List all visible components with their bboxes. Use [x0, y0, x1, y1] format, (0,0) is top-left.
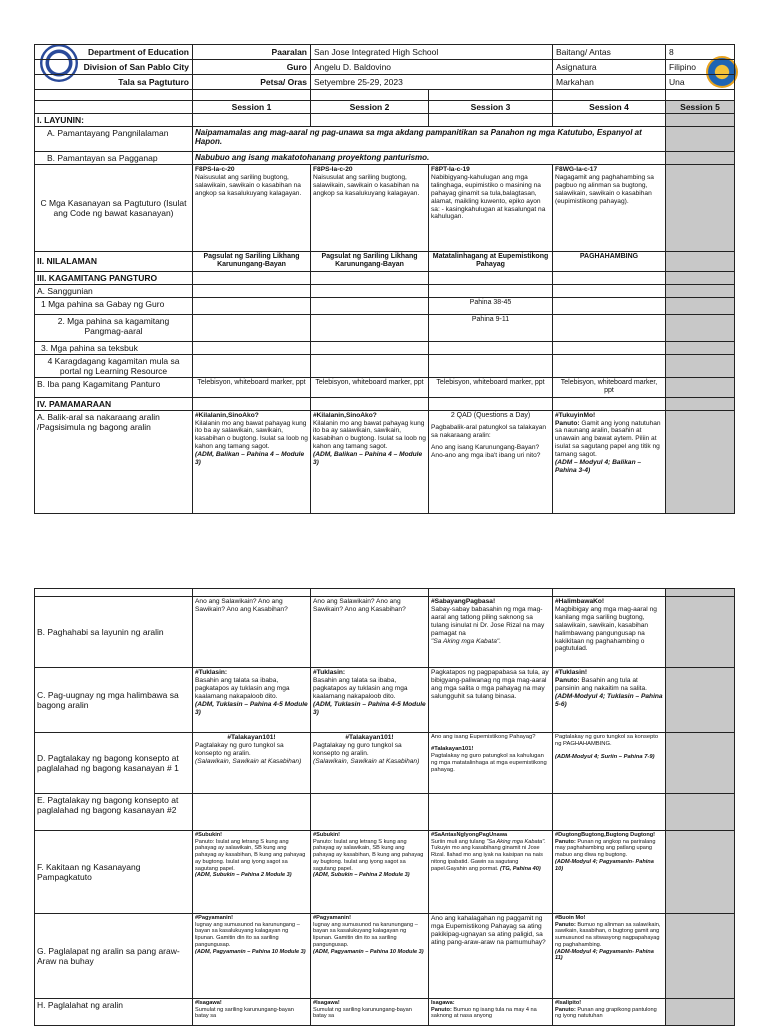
- activity-text: Pagtalakay ng guro tungkol sa konsepto ng aralin.: [313, 741, 402, 757]
- activity-title: #Tuklasin:: [313, 669, 346, 676]
- section-pamamaraan: IV. PAMAMARAAN: [35, 397, 193, 410]
- layunin-row: [35, 114, 735, 127]
- iba-pang-s4: Telebisyon, whiteboard marker, ppt: [553, 377, 666, 397]
- activity-text: Ano-ano ang mga iba't ibang uri nito?: [431, 451, 541, 459]
- activity-text: Pagtalakay ng guro tungkol sa konsepto ng aralin.: [195, 741, 284, 757]
- activity-ref: (ADM, Pagyamanin – Pahina 10 Module 3): [195, 948, 306, 955]
- competency-code: F8WG-Ia-c-17: [555, 166, 598, 174]
- text-part: "Sa Aking mga Kabata".: [486, 838, 546, 845]
- activity-title: #Tuklasin:: [195, 669, 228, 676]
- header-left: Division of San Pablo City: [35, 60, 193, 75]
- paglalahat-s4: [553, 999, 666, 1026]
- activity-ref: (ADM, Subukin – Pahina 2 Module 3): [195, 872, 292, 879]
- activity-text: Ano ang isang Eupemistikong Pahayag?: [431, 734, 536, 740]
- kakitaan-s1: [193, 831, 311, 914]
- row-label-pamantayang: A. Pamantayang Pangnilalaman: [35, 127, 193, 152]
- kasanayan-s3: [429, 165, 553, 252]
- kasanayan-s1: [193, 165, 311, 252]
- competency-code: F8PS-Ia-c-20: [313, 166, 353, 174]
- activity-ref: (ADM, Tuklasin – Pahina 4-5 Module 3): [195, 700, 308, 716]
- header-label2: Baitang/ Antas: [553, 45, 666, 60]
- header-label: Guro: [193, 60, 311, 75]
- paglalahat-s2: [311, 999, 429, 1026]
- activity-title: #TukuyinMo!: [555, 411, 596, 419]
- header-label: Paaralan: [193, 45, 311, 60]
- panuto-text: Punan ng angkop na pariralang may paghahambing ang patlang upang mabuo ang diwa ng bugtong.: [555, 838, 656, 859]
- row-label-iba-pang: B. Iba pang Kagamitang Panturo: [35, 377, 193, 397]
- activity-text: Iugnay ang sumusunod na karunungang – bayan sa kasalukuyang kalagayan ng lipunan. Gamitin din ito sa sariling pangungusap.: [195, 921, 300, 948]
- pag-uugnay-s1: [193, 668, 311, 733]
- paghahabi-s4: [553, 597, 666, 668]
- header-label: Petsa/ Oras: [193, 75, 311, 90]
- panuto-text: Gamit ang iyong natutuhan sa naunang aralin, basahin at unawain ang bawat aytem. Piliin at isulat sa sagutang papel ang titik ng tamang sagot.: [555, 419, 661, 459]
- competency-text: Nabibigyang-kahulugan ang mga talinghaga, eupimistiko o masining na pahayag ginamit sa tula,balagtasan, alamat, maikling kuwento, epiko ayon sa: - kasingkahulugan at kasalungat na kahulugan.: [431, 173, 546, 221]
- session-2-header: Session 2: [311, 101, 429, 114]
- activity-ref: (TG, Pahina 40): [500, 865, 541, 872]
- header-left: Tala sa Pagtuturo: [35, 75, 193, 90]
- nilalaman-s2: Pagsulat ng Sariling Likhang Karunungang-Bayan: [311, 252, 429, 272]
- activity-text: [431, 1007, 550, 1020]
- section-kagamitan: III. KAGAMITANG PANGTURO: [35, 271, 193, 284]
- kasanayan-s4: [553, 165, 666, 252]
- pagtalakay1-s3: [429, 733, 553, 794]
- header-left: Department of Education: [35, 45, 193, 60]
- activity-text: Magbibigay ang mga mag-aaral ng kanilang mga sariling bugtong, salawikain, sawikain, kasabihan halimbawang pangungusap na kakikitaan ng paghahambing o pagtutulad.: [555, 605, 657, 653]
- activity-ref: (ADM, Pagyamanin – Pahina 10 Module 3): [313, 948, 424, 955]
- activity-text: Pagbabalik-aral patungkol sa talakayan sa nakaraang aralin:: [431, 424, 547, 439]
- balik-s3: [429, 410, 553, 513]
- activity-title: #Isagawa!: [313, 1000, 340, 1006]
- spacer-row: [35, 90, 735, 101]
- paghahabi-row: [35, 597, 735, 668]
- pamantayang-row: [35, 127, 735, 152]
- pamantayang-text: Naipamamalas ang mag-aaral ng pag-unawa sa mga akdang pampanitikan sa Panahon ng mga Katutubo, Espanyol at Hapon.: [193, 127, 666, 152]
- row-label-teksbuk: 3. Mga pahina sa teksbuk: [35, 341, 193, 354]
- pagganap-row: [35, 152, 735, 165]
- pag-uugnay-s3: Pagkatapos ng pagpapabasa sa tula, ay bibigyang-paliwanag ng mga mag-aaral ang mga salita o mga pahayag na may salungguhit sa tulang binasa.: [429, 668, 553, 733]
- competency-code: F8PT-Ia-c-19: [431, 166, 470, 174]
- balik-aral-row: [35, 410, 735, 513]
- panuto-text: Basahin ang tula at pansinin ang nakaitim na salita.: [555, 676, 648, 692]
- header-value2: Una: [666, 75, 735, 90]
- pag-uugnay-s2: [311, 668, 429, 733]
- text-part: Suriin muli ang tulang: [431, 838, 485, 845]
- paghahabi-s2: Ano ang Salawikain? Ano ang Sawikain? Ano ang Kasabihan?: [311, 597, 429, 668]
- activity-title: #SabayangPagbasa!: [431, 598, 496, 605]
- dll-table-page-2: [34, 588, 735, 1026]
- activity-title: #Tuklasin!: [555, 669, 588, 676]
- pagtalakay1-s1: [193, 733, 311, 794]
- paglalapat-s4: [553, 914, 666, 999]
- activity-title: #DugtongBugtong,Bugtong Dugtong!: [555, 832, 656, 838]
- panuto-text: Bumuo ng alinman sa salawikain, sawikain, kasabihan, o bugtong gamit ang sumusunod na sitwasyong nagpapahayag ng paghahambing.: [555, 921, 661, 948]
- row-label-kagamitan-mag: 2. Mga pahina sa kagamitang Pangmag-aaral: [35, 314, 193, 341]
- kakitaan-s4: [553, 831, 666, 914]
- nilalaman-s3: Matatalinhagang at Eupemistikong Pahayag: [429, 252, 553, 272]
- row-label-gabay: 1 Mga pahina sa Gabay ng Guro: [35, 297, 193, 314]
- section-nilalaman: II. NILALAMAN: [35, 252, 193, 272]
- activity-title: #Kilalanin,SinoAko?: [195, 411, 259, 419]
- competency-text: Nagagamit ang paghahambing sa pagbuo ng alinman sa bugtong, salawikain, sawikain o kasabihan (eupimistikong pahayag).: [555, 173, 654, 205]
- paghahabi-s1: Ano ang Salawikain? Ano ang Sawikain? Ano ang Kasabihan?: [193, 597, 311, 668]
- header-row: [35, 60, 735, 75]
- row-label-pagtalakay1: D. Pagtalakay ng bagong konsepto at paglalahad ng bagong kasanayan # 1: [35, 733, 193, 794]
- panuto-label: Panuto:: [555, 921, 576, 928]
- activity-ref: (ADM – Modyul 4; Balikan – Pahina 3-4): [555, 459, 642, 474]
- pagtalakay1-row: [35, 733, 735, 794]
- session-3-header: Session 3: [429, 101, 553, 114]
- paghahabi-s3: [429, 597, 553, 668]
- activity-text: [555, 677, 663, 693]
- activity-text: [431, 839, 550, 873]
- paglalapat-s2: [311, 914, 429, 999]
- activity-text: Basahin ang talata sa ibaba, pagkatapos ay tuklasin ang mga kaalamang nakapaloob dito.: [195, 676, 290, 700]
- header-row: [35, 45, 735, 60]
- paglalapat-s3: Ano ang kahalagahan ng paggamit ng mga Eupemistikong Pahayag sa ating pakikipag-ugnayan sa ating paligid, sa ating pang-araw-araw na pamumuhay?: [429, 914, 553, 999]
- activity-ref: (ADM, Balikan – Pahina 4 – Module 3): [195, 451, 305, 467]
- panuto-label: Panuto:: [555, 419, 580, 427]
- spacer-row: [35, 589, 735, 597]
- activity-title: #Pagyamanin!: [313, 915, 351, 921]
- gabay-s3: Pahina 38-45: [429, 297, 553, 314]
- session-5-header: Session 5: [666, 101, 735, 114]
- panuto-text: Punan ang grapikong pantulong ng iyong natutuhan: [555, 1006, 657, 1020]
- activity-text: Sumulat ng sariling karunungang-bayan batay sa: [313, 1006, 412, 1020]
- activity-ref: (ADM, Subukin – Pahina 2 Module 3): [313, 872, 410, 879]
- paglalahat-s1: [193, 999, 311, 1026]
- activity-title: #Buoin Mo!: [555, 915, 586, 921]
- iba-pang-s2: Telebisyon, whiteboard marker, ppt: [311, 377, 429, 397]
- activity-title: #Talakayan101!: [431, 745, 474, 752]
- header-value2: Filipino: [666, 60, 735, 75]
- kagamitan-mag-s3: Pahina 9-11: [429, 314, 553, 341]
- gabay-row: [35, 297, 735, 314]
- activity-ref: (ADM-Modyul 4; Suriin – Pahina 7-9): [555, 753, 655, 760]
- activity-title: #Subukin!: [313, 832, 341, 838]
- row-label-pag-uugnay: C. Pag-uugnay ng mga halimbawa sa bagong aralin: [35, 668, 193, 733]
- text-part: Tukuyin mo ang kasabihang ginamit ni Jose Rizal. Ilahad mo ang iyak na kaisipan na nais nitong ipabatid. Gawin sa sagutang papel.Gayahin ang pormat.: [431, 845, 543, 872]
- row-label-pagganap: B. Pamantayan sa Pagganap: [35, 152, 193, 165]
- pagganap-text: Nabubuo ang isang makatotohanang proyektong panturismo.: [193, 152, 666, 165]
- kagamitan-row: [35, 271, 735, 284]
- row-label-kasanayan: C Mga Kasanayan sa Pagtuturo (Isulat ang Code ng bawat kasanayan): [35, 165, 193, 252]
- row-label-pagtalakay2: E. Pagtalakay ng bagong konsepto at paglalahad ng bagong kasanayan #2: [35, 794, 193, 831]
- kasanayan-row: [35, 165, 735, 252]
- activity-title: #Kilalanin,SinoAko?: [313, 411, 377, 419]
- kakitaan-s2: [311, 831, 429, 914]
- karagdagang-row: [35, 354, 735, 377]
- kasanayan-s2: [311, 165, 429, 252]
- activity-ref: (ADM-Modyul 4; Pagyamanin- Pahina 11): [555, 948, 654, 962]
- paglalapat-row: [35, 914, 735, 999]
- session-header-row: [35, 101, 735, 114]
- activity-ref: (ADM-Modyul 4; Tuklasin – Pahina 5-6): [555, 692, 663, 708]
- activity-text: Basahin ang talata sa ibaba, pagkatapos ay tuklasin ang mga kaalamang nakapaloob dito.: [313, 676, 408, 700]
- activity-text: Kilalanin mo ang bawat pahayag kung ito ba ay salawikain, sawikain, kasabihan o bugtong. Isulat sa loob ng kahon ang tamang sagot.: [195, 419, 308, 451]
- activity-ref: (Salawikain, Sawikain at Kasabihan): [195, 757, 302, 765]
- panuto-label: Panuto:: [431, 1006, 452, 1013]
- activity-text: [555, 420, 663, 460]
- activity-title: #HalimbawaKo!: [555, 598, 605, 605]
- activity-text: Kilalanin mo ang bawat pahayag kung ito ba ay salawikain, sawikain, kasabihan o bugtong. Isulat sa loob ng kahon ang tamang sagot.: [313, 419, 426, 451]
- paglalahat-s3: [429, 999, 553, 1026]
- activity-ref: (ADM, Tuklasin – Pahina 4-5 Module 3): [313, 700, 426, 716]
- activity-text: Sabay-sabay babasahin ng mga mag-aaral ang tatlong piling saknong sa tulang isinulat ni Dr. Jose Rizal na may pamagat na: [431, 605, 545, 637]
- activity-title: #Subukin!: [195, 832, 223, 838]
- kakitaan-row: [35, 831, 735, 914]
- iba-pang-row: [35, 377, 735, 397]
- header-row: [35, 75, 735, 90]
- activity-text: [555, 922, 663, 949]
- activity-title: #Isagawa!: [195, 1000, 222, 1006]
- balik-s1: [193, 410, 311, 513]
- dll-table-page-1: [34, 44, 735, 514]
- competency-text: Naisusulat ang sariling bugtong, salawikain, sawikain o kasabihan na angkop sa kasalukuyang kalagayan.: [195, 173, 302, 197]
- paglalahat-row: [35, 999, 735, 1026]
- pagtalakay2-row: [35, 794, 735, 831]
- pag-uugnay-s4: [553, 668, 666, 733]
- balik-s4: [553, 410, 666, 513]
- activity-text: Panuto: Isulat ang letrang S kung ang pahayag ay salawikain, SB kung ang pahayag ay kasabihan, B kung ang pahayag ay bugtong. Isulat ang iyong sagot sa sagutang papel.: [313, 838, 424, 872]
- activity-text: Ano ang isang Karunungang-Bayan?: [431, 443, 540, 451]
- activity-ref: (Salawikain, Sawikain at Kasabihan): [313, 757, 420, 765]
- session-4-header: Session 4: [553, 101, 666, 114]
- activity-title: #SaAntasNgIyongPagUnawa: [431, 832, 508, 838]
- balik-s2: [311, 410, 429, 513]
- row-label-paglalapat: G. Paglalapat ng aralin sa pang araw-Araw na buhay: [35, 914, 193, 999]
- activity-ref: "Sa Aking mga Kabata".: [431, 637, 502, 645]
- row-label-kakitaan: F. Kakitaan ng Kasanayang Pampagkatuto: [35, 831, 193, 914]
- row-label-paglalahat: H. Paglalahat ng aralin: [35, 999, 193, 1026]
- panuto-label: Panuto:: [555, 1006, 576, 1013]
- pagtalakay1-s2: [311, 733, 429, 794]
- activity-title: #Pagyamanin!: [195, 915, 233, 921]
- row-label-paghahabi: B. Paghahabi sa layunin ng aralin: [35, 597, 193, 668]
- iba-pang-s3: Telebisyon, whiteboard marker, ppt: [429, 377, 553, 397]
- competency-code: F8PS-Ia-c-20: [195, 166, 235, 174]
- teksbuk-row: [35, 341, 735, 354]
- activity-title: #Talakayan101!: [345, 734, 394, 741]
- nilalaman-s1: Pagsulat ng Sariling Likhang Karunungang-Bayan: [193, 252, 311, 272]
- header-value: Angelu D. Baldovino: [311, 60, 553, 75]
- header-label2: Asignatura: [553, 60, 666, 75]
- nilalaman-row: [35, 252, 735, 272]
- activity-text: [555, 839, 663, 859]
- activity-ref: (ADM, Balikan – Pahina 4 – Module 3): [313, 451, 423, 467]
- header-label2: Markahan: [553, 75, 666, 90]
- activity-text: Pagtalakay ng guro patungkol sa kahulugan ng mga matatalinhaga at mga eupemistikong pahayag.: [431, 752, 547, 773]
- section-layunin: I. LAYUNIN:: [35, 114, 193, 127]
- sanggunian-row: [35, 284, 735, 297]
- row-label-sanggunian: A. Sanggunian: [35, 284, 193, 297]
- row-label-karagdagang: 4 Karagdagang kagamitan mula sa portal ng Learning Resource: [35, 354, 193, 377]
- panuto-label: Panuto:: [555, 838, 576, 845]
- session-1-header: Session 1: [193, 101, 311, 114]
- activity-title: Isagawa:: [431, 1000, 455, 1006]
- kagamitan-mag-row: [35, 314, 735, 341]
- kakitaan-s3: [429, 831, 553, 914]
- activity-text: Sumulat ng sariling karunungang-bayan batay sa: [195, 1006, 294, 1020]
- panuto-label: Panuto:: [555, 676, 580, 684]
- activity-title: #Talakayan101!: [227, 734, 276, 741]
- panuto-text: Bumuo ng isang tula na may 4 na saknong at nasa anyong: [431, 1006, 537, 1020]
- paglalapat-s1: [193, 914, 311, 999]
- pag-uugnay-row: [35, 668, 735, 733]
- activity-text: Panuto: Isulat ang letrang S kung ang pahayag ay salawikain, SB kung ang pahayag ay kasabihan, B kung ang pahayag ay bugtong. Isulat ang iyong sagot sa sagutang papel.: [195, 838, 306, 872]
- activity-title: 2 QAD (Questions a Day): [450, 411, 531, 419]
- header-value: San Jose Integrated High School: [311, 45, 553, 60]
- header-value: Setyembre 25-29, 2023: [311, 75, 553, 90]
- competency-text: Naisusulat ang sariling bugtong, salawikain, sawikain o kasabihan na angkop sa kasalukuyang kalagayan.: [313, 173, 420, 197]
- pamamaraan-row: [35, 397, 735, 410]
- nilalaman-s4: PAGHAHAMBING: [553, 252, 666, 272]
- pagtalakay1-s4: [553, 733, 666, 794]
- header-value2: 8: [666, 45, 735, 60]
- activity-ref: (ADM-Modyul 4; Pagyamanin- Pahina 10): [555, 858, 654, 872]
- row-label-balik-aral: A. Balik-aral sa nakaraang aralin /Pagsisimula ng bagong aralin: [35, 410, 193, 513]
- activity-text: Iugnay ang sumusunod na karunungang – bayan sa kasalukuyang kalagayan ng lipunan. Gamitin din ito sa sariling pangungusap.: [313, 921, 418, 948]
- activity-title: #Isalipito!: [555, 1000, 582, 1006]
- activity-text: [555, 1007, 663, 1020]
- activity-text: Pagtalakay ng guro tungkol sa konsepto ng PAGHAHAMBING.: [555, 734, 659, 747]
- iba-pang-s1: Telebisyon, whiteboard marker, ppt: [193, 377, 311, 397]
